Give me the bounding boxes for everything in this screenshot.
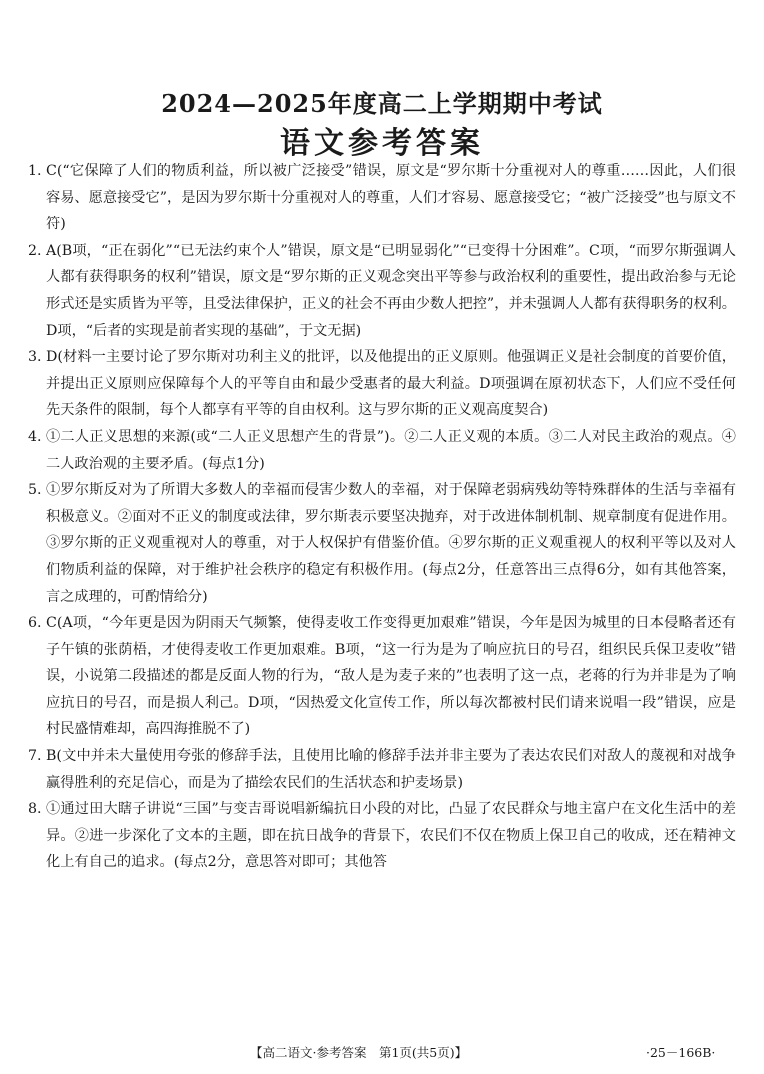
answer-text: ①通过田大瞎子讲说“三国”与变吉哥说唱新编抗日小段的对比，凸显了农民群众与地主富户在文化生活中的差异。②进一步深化了文本的主题，即在抗日战争的背景下，农民们不仅在物质上保卫自己的收成，还在精神文化上有自己的追求。(每点2分，意思答对即可；其他答: [46, 801, 736, 871]
footer-page-info: 【高二语文·参考答案 第1页(共5页)】: [250, 1045, 468, 1060]
answer-key-title: 语文参考答案: [280, 126, 484, 161]
answer-item-8: [28, 796, 736, 876]
footer-code: ·25－166B·: [646, 1045, 716, 1060]
answer-text: A(B项，“正在弱化”“已无法约束个人”错误，原文是“已明显弱化”“已变得十分困难”。C项，“而罗尔斯强调人人都有获得职务的权利”错误，原文是“罗尔斯的正义观念突出平等参与政治权利的重要性，提出政治参与无论形式还是实质皆为平等，且受法律保护，正义的社会不再由少数人把控”，并未强调人人都有获得职务的权利。D项，“后者的实现是前者实现的基础”，于文无据): [46, 242, 736, 339]
answer-item-2: [28, 238, 736, 344]
answer-text: C(“它保障了人们的物质利益，所以被广泛接受”错误，原文是“罗尔斯十分重视对人的尊重……因此，人们很容易、愿意接受它”，是因为罗尔斯十分重视对人的尊重，人们才容易、愿意接受它；“被广泛接受”也与原文不符): [46, 163, 736, 233]
answer-text: D(材料一主要讨论了罗尔斯对功利主义的批评，以及他提出的正义原则。他强调正义是社会制度的首要价值，并提出正义原则应保障每个人的平等自由和最少受惠者的最大利益。D项强调在原初状态下，人们应不受任何先天条件的限制，每个人都享有平等的自由权利。这与罗尔斯的正义观高度契合): [46, 349, 736, 419]
answer-item-1: [28, 158, 736, 238]
answer-number: 4.: [28, 428, 42, 445]
answer-item-6: [28, 610, 736, 743]
answer-text: ①二人正义思想的来源(或“二人正义思想产生的背景”)。②二人正义观的本质。③二人对民主政治的观点。④二人政治观的主要矛盾。(每点1分): [46, 428, 736, 472]
answer-number: 8.: [28, 801, 42, 818]
answer-number: 2.: [28, 242, 42, 259]
answer-item-5: [28, 477, 736, 610]
answer-text: B(文中并未大量使用夸张的修辞手法，且使用比喻的修辞手法并非主要为了表达农民们对敌人的蔑视和对战争赢得胜利的充足信心，而是为了描绘农民们的生活状态和护麦场景): [46, 748, 736, 791]
answer-text: C(A项，“今年更是因为阴雨天气频繁，使得麦收工作变得更加艰难”错误，今年是因为城里的日本侵略者还有子午镇的张荫梧，才使得麦收工作更加艰难。B项，“这一行为是为了响应抗日的号召，组织民兵保卫麦收”错误，小说第二段描述的都是反面人物的行为，“敌人是为麦子来的”也表明了这一点，老蒋的行为并非是为了响应抗日的号召，而是损人利己。D项，“因热爱文化宣传工作，所以每次都被村民们请来说唱一段”错误，应是村民盛情难却，高四海推脱不了): [46, 615, 736, 738]
answer-text: ①罗尔斯反对为了所谓大多数人的幸福而侵害少数人的幸福，对于保障老弱病残幼等特殊群体的生活与幸福有积极意义。②面对不正义的制度或法律，罗尔斯表示要坚决抛弃，对于改进体制机制、规章制度有促进作用。③罗尔斯的正义观重视对人的尊重，对于人权保护有借鉴价值。④罗尔斯的正义观重视人的权利平等以及对人们物质利益的保障，对于维护社会秩序的稳定有积极作用。(每点2分，任意答出三点得6分，如有其他答案，言之成理的，可酌情给分): [46, 482, 736, 605]
answer-number: 7.: [28, 748, 42, 765]
answer-list: [28, 158, 736, 876]
answer-number: 1.: [28, 163, 42, 179]
answer-number: 6.: [28, 615, 42, 632]
answer-number: 5.: [28, 482, 42, 499]
exam-title: 2024—2025年度高二上学期期中考试: [161, 89, 603, 118]
answer-item-4: [28, 424, 736, 477]
answer-item-7: [28, 743, 736, 796]
answer-number: 3.: [28, 349, 42, 366]
answer-item-3: [28, 344, 736, 424]
